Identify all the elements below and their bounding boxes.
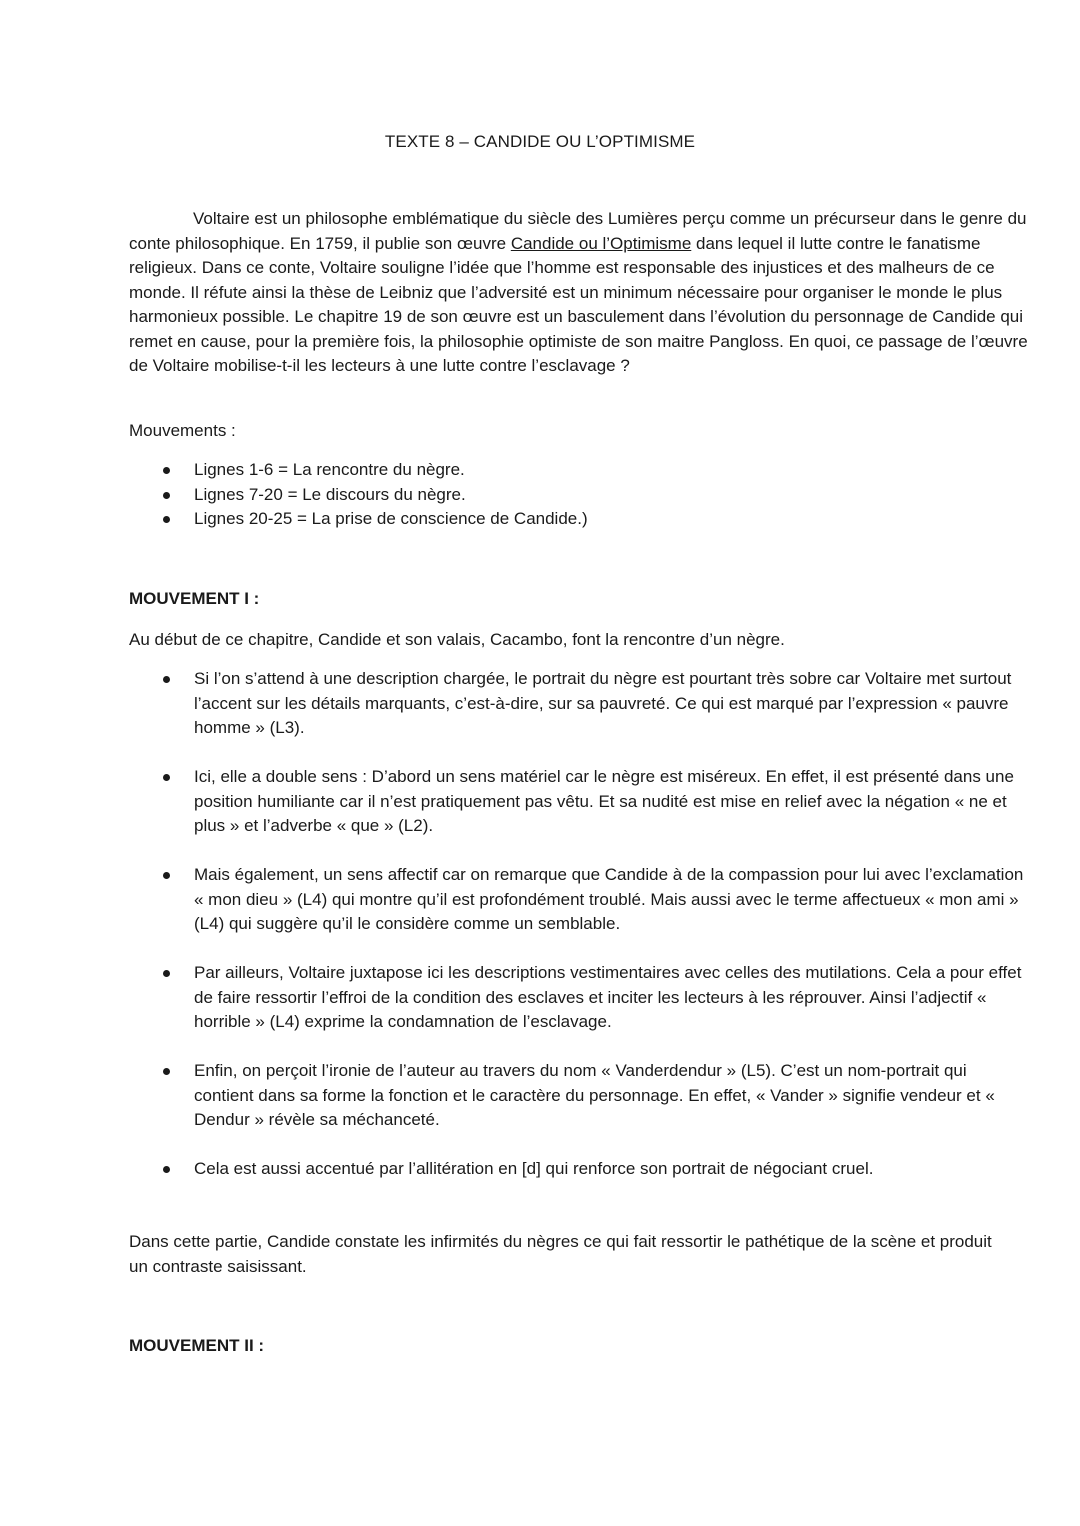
list-item: Mais également, un sens affectif car on remarque que Candide à de la compassion pour lui avec l’exclamation « mon dieu » (L4) qui montre qu’il est profondément troublé. Mais aussi avec le terme affectueux « mon ami » (L4) qui suggère qu’il le considère comme un semblable. — [129, 863, 1029, 937]
section-conclusion: Dans cette partie, Candide constate les infirmités du nègres ce qui fait ressortir le pathétique de la scène et produit un contraste saisissant. — [129, 1232, 992, 1276]
intro-text-part1: Voltaire est un philosophe emblématique du siècle des Lumières perçu comme un précurseur dans le genre du conte philosophique. En 1759, il publie son œuvre — [129, 209, 1027, 253]
section-heading-mouvement-1: MOUVEMENT I : — [129, 589, 260, 608]
list-item: Cela est aussi accentué par l’allitération en [d] qui renforce son portrait de négociant cruel. — [129, 1157, 1029, 1182]
list-item: Si l’on s’attend à une description chargée, le portrait du nègre est pourtant très sobre car Voltaire met surtout l’accent sur les détails marquants, c’est-à-dire, sur sa pauvreté. Ce qui est marqué par l’expression « pauvre homme » (L3). — [129, 667, 1029, 741]
list-item: Par ailleurs, Voltaire juxtapose ici les descriptions vestimentaires avec celles des mutilations. Cela a pour effet de faire ressortir l’effroi de la condition des esclaves et inciter les lecteurs à les réprouver. Ainsi l’adjectif « horrible » (L4) exprime la condamnation de l’esclavage. — [129, 961, 1029, 1035]
section-heading-mouvement-2: MOUVEMENT II : — [129, 1336, 265, 1355]
intro-text-part2: dans lequel il lutte contre le fanatisme religieux. Dans ce conte, Voltaire souligne l’idée que l’homme est responsable des injustices et des malheurs de ce monde. Il réfute ainsi la thèse de Leibniz que l’adversité est un minimum nécessaire pour organiser le monde le plus harmonieux possible. Le chapitre 19 de son œuvre est un basculement dans l’évolution du personnage de Candide qui remet en cause, pour la première fois, la philosophie optimiste de son maitre Pangloss. En quoi, ce passage de l’œuvre de Voltaire mobilise-t-il les lecteurs à une lutte contre l’esclavage ? — [129, 233, 1028, 375]
list-item: Ici, elle a double sens : D’abord un sens matériel car le nègre est miséreux. En effet, il est présenté dans une position humiliante car il n’est pratiquement pas vêtu. Et sa nudité est mise en relief avec la négation « ne et plus » et l’adverbe « que » (L2). — [129, 765, 1029, 839]
analysis-list — [129, 667, 1029, 1206]
mouvements-label: Mouvements : — [129, 421, 236, 440]
section-lead: Au début de ce chapitre, Candide et son valais, Cacambo, font la rencontre d’un nègre. — [129, 630, 785, 649]
mouvements-list — [129, 458, 1029, 532]
list-item: Lignes 7-20 = Le discours du nègre. — [129, 483, 1029, 508]
work-title: Candide ou l’Optimisme — [510, 233, 692, 253]
list-item: Enfin, on perçoit l’ironie de l’auteur au travers du nom « Vanderdendur » (L5). C’est un nom-portrait qui contient dans sa forme la fonction et le caractère du personnage. En effet, « Vander » signifie vendeur et « Dendur » révèle sa méchanceté. — [129, 1059, 1029, 1133]
intro-paragraph — [129, 207, 1034, 379]
document-title: TEXTE 8 – CANDIDE OU L’OPTIMISME — [384, 132, 696, 151]
list-item: Lignes 20-25 = La prise de conscience de Candide.) — [129, 507, 1029, 532]
list-item: Lignes 1-6 = La rencontre du nègre. — [129, 458, 1029, 483]
